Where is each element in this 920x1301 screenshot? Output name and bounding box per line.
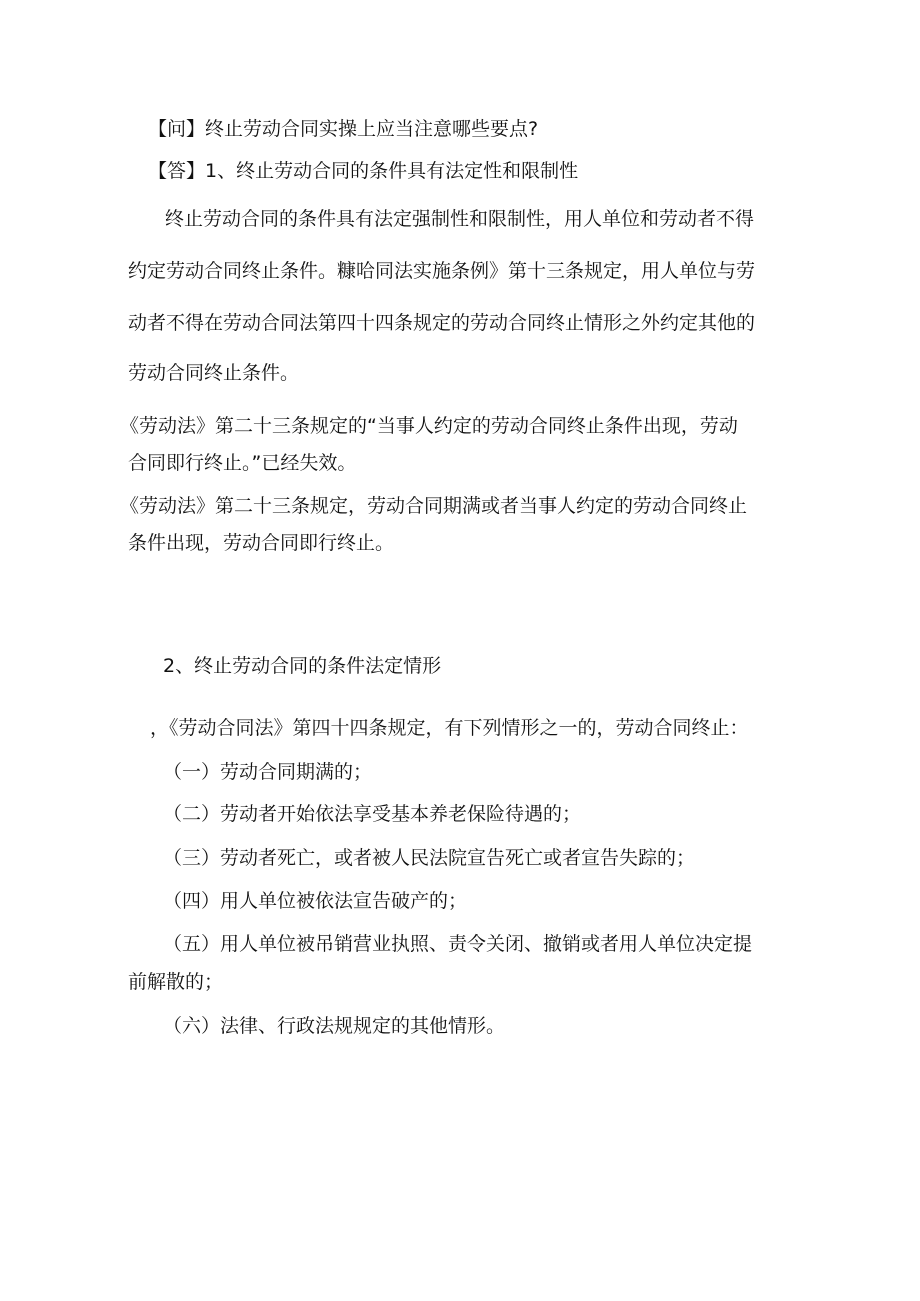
list-item: （二）劳动者开始依法享受基本养老保险待遇的；	[163, 803, 582, 825]
list-item: （五）用人单位被吊销营业执照、责令关闭、撤销或者用人单位决定提	[163, 933, 753, 955]
paragraph2-line-2: 合同即行终止。”已经失效。	[128, 452, 357, 474]
question-line: 【问】终止劳动合同实操上应当注意哪些要点?	[148, 118, 539, 140]
list-item: （一）劳动合同期满的；	[163, 761, 373, 783]
paragraph2-line-1: 《劳动法》第二十三条规定的“当事人约定的劳动合同终止条件出现，劳动	[120, 415, 738, 437]
article-intro: ，《劳动合同法》第四十四条规定，有下列情形之一的，劳动合同终止：	[150, 717, 749, 739]
paragraph1-line-2: 约定劳动合同终止条件。糠哈同法实施条例》第十三条规定，用人单位与劳	[128, 260, 756, 282]
list-item: （四）用人单位被依法宣告破产的；	[163, 890, 468, 912]
list-item: （六）法律、行政法规规定的其他情形。	[163, 1015, 506, 1037]
paragraph3-line-2: 条件出现，劳动合同即行终止。	[128, 532, 395, 554]
answer-heading: 【答】1、终止劳动合同的条件具有法定性和限制性	[148, 160, 579, 182]
list-item-continuation: 前解散的；	[128, 971, 224, 993]
paragraph3-line-1: 《劳动法》第二十三条规定，劳动合同期满或者当事人约定的劳动合同终止	[120, 495, 748, 517]
paragraph1-line-4: 劳动合同终止条件。	[128, 362, 300, 384]
paragraph1-line-1: 终止劳动合同的条件具有法定强制性和限制性，用人单位和劳动者不得	[165, 208, 755, 230]
list-item: （三）劳动者死亡，或者被人民法院宣告死亡或者宣告失踪的；	[163, 847, 696, 869]
paragraph1-line-3: 动者不得在劳动合同法第四十四条规定的劳动合同终止情形之外约定其他的	[128, 312, 756, 334]
section2-heading: 2、终止劳动合同的条件法定情形	[163, 655, 442, 677]
